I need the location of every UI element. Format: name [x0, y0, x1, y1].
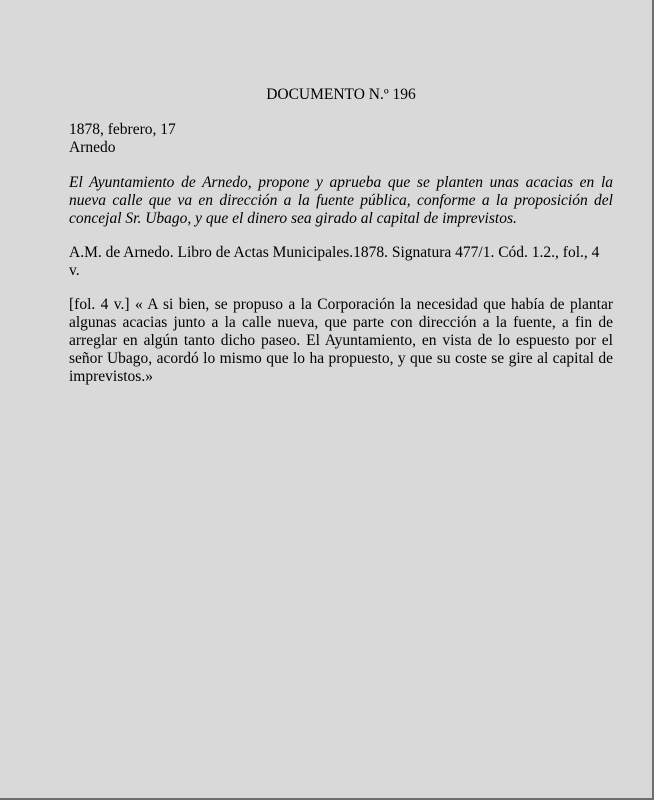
document-place: Arnedo [69, 139, 116, 156]
document-body: [fol. 4 v.] « A si bien, se propuso a la Corporación la necesidad que había de plantar algunas acacias junto a la calle nueva, que parte con dirección a la fuente, a fin de arreglar en algún tanto dicho paseo. El Ayuntamiento, en vista de lo espuesto por el señor Ubago, acordó lo mismo que lo ha propuesto, y que su coste se gire al capital de imprevistos.» [69, 296, 613, 385]
document-date: 1878, febrero, 17 [69, 121, 176, 138]
document-summary: El Ayuntamiento de Arnedo, propone y aprueba que se planten unas acacias en la nueva calle que va en dirección a la fuente pública, conforme a la proposición del concejal Sr. Ubago, y que el dinero sea girado al capital de imprevistos. [69, 174, 613, 227]
document-source: A.M. de Arnedo. Libro de Actas Municipales.1878. Signatura 477/1. Cód. 1.2., fol., 4 v. [69, 244, 600, 279]
document-title: DOCUMENTO N.º 196 [266, 86, 416, 103]
document-content [69, 86, 613, 386]
